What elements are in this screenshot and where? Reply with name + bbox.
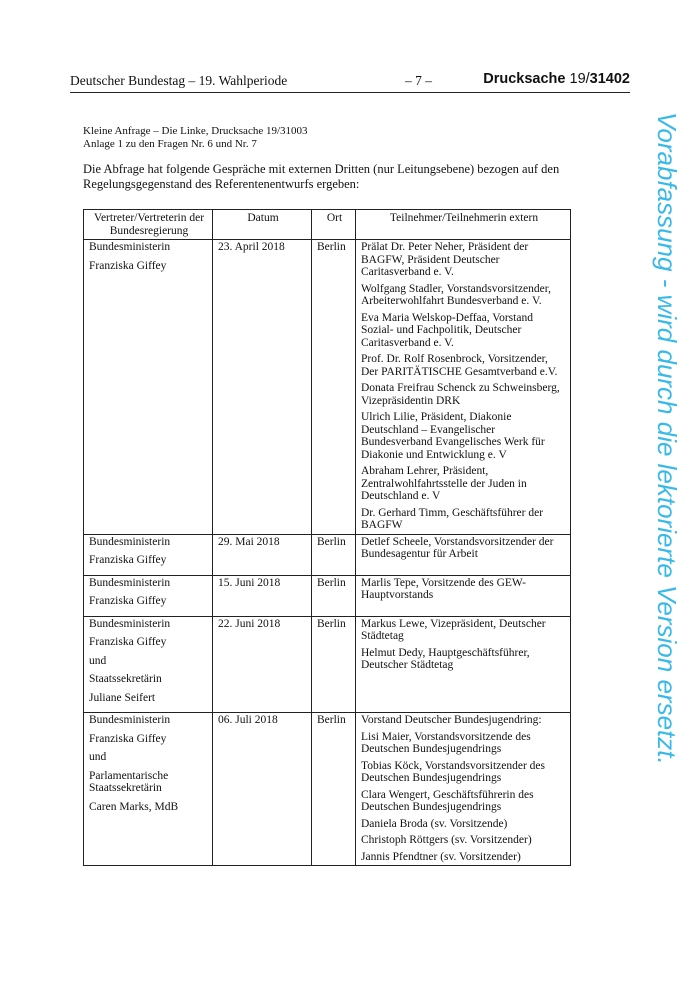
participant-entry: Vorstand Deutscher Bundesjugendring: [361,714,542,726]
document-number-id: 31402 [589,71,630,87]
representative-line: und [89,751,107,763]
watermark-text: Vorabfassung - wird durch die lektorierte Version ersetzt. [652,112,682,765]
representative-line: Bundesministerin [89,535,171,548]
column-header: Ort [312,210,356,240]
participant-entry: Jannis Pfendtner (sv. Vorsitzender) [361,850,521,863]
table-row [84,616,571,713]
representative-line: Caren Marks, MdB [89,800,179,813]
representative-line: Franziska Giffey [89,732,167,745]
draft-watermark [650,112,690,882]
government-representative-cell [84,616,213,713]
document-reference [83,125,308,151]
table-row [84,534,571,575]
participant-entry: Donata Freifrau Schenck zu Schweinsberg, Vizepräsidentin DRK [361,382,560,407]
participant-entry: Eva Maria Welskop-Deffaa, Vorstand Sozial- und Fachpolitik, Deutscher Caritasverband e. V. [361,311,533,349]
representative-line: Parlamentarische Staatssekretärin [89,769,169,794]
place-cell: Berlin [312,534,356,575]
intro-paragraph: Die Abfrage hat folgende Gespräche mit externen Dritten (nur Leitungsebene) bezogen auf den Regelungsgegenstand des Referentenentwurfs ergeben: [83,162,560,191]
participant-entry: Lisi Maier, Vorstandsvorsitzende des Deutschen Bundesjugendrings [361,730,531,755]
external-participants-cell [356,534,571,575]
table-header-row [84,210,571,240]
representative-line: Bundesministerin [89,576,171,589]
participant-entry: Ulrich Lilie, Präsident, Diakonie Deutschland – Evangelischer Bundesverband Evangelisches Werk für Diakonie und Entwicklung e. V [361,411,545,461]
participant-entry: Wolfgang Stadler, Vorstandsvorsitzender, Arbeiterwohlfahrt Bundesverband e. V. [361,282,551,307]
meetings-table [83,209,571,866]
document-number [483,71,630,87]
external-participants-cell [356,616,571,713]
table-row [84,713,571,866]
government-representative-cell [84,240,213,535]
place-cell: Berlin [312,616,356,713]
representative-line: Franziska Giffey [89,636,167,648]
participant-entry: Prälat Dr. Peter Neher, Präsident der BAGFW, Präsident Deutscher Caritasverband e. V. [361,241,529,278]
participant-entry: Daniela Broda (sv. Vorsitzende) [361,817,508,830]
table-row [84,240,571,535]
column-header: Vertreter/Vertreterin der Bundesregierung [84,210,213,240]
date-cell: 15. Juni 2018 [213,575,312,616]
date-cell: 29. Mai 2018 [213,534,312,575]
representative-line: Franziska Giffey [89,595,167,607]
document-label: Drucksache [483,71,570,87]
representative-line: Franziska Giffey [89,554,167,566]
government-representative-cell [84,534,213,575]
government-representative-cell [84,713,213,866]
external-participants-cell [356,713,571,866]
participant-entry: Marlis Tepe, Vorsitzende des GEW-Hauptvorstands [361,576,526,601]
representative-line: Bundesministerin [89,617,171,630]
place-cell: Berlin [312,240,356,535]
government-representative-cell [84,575,213,616]
representative-line: und [89,654,107,667]
participant-entry: Tobias Köck, Vorstandsvorsitzender des Deutschen Bundesjugendrings [361,759,546,784]
place-cell: Berlin [312,713,356,866]
participant-entry: Clara Wengert, Geschäftsführerin des Deutschen Bundesjugendrings [361,788,534,813]
representative-line: Staatssekretärin [89,673,162,685]
participant-entry: Christoph Röttgers (sv. Vorsitzender) [361,834,532,846]
representative-line: Bundesministerin [89,241,171,253]
participant-entry: Markus Lewe, Vizepräsident, Deutscher Städtetag [361,617,546,642]
participant-entry: Detlef Scheele, Vorstandsvorsitzender der Bundesagentur für Arbeit [361,535,554,560]
participant-entry: Abraham Lehrer, Präsident, Zentralwohlfahrtsstelle der Juden in Deutschland e. V [361,465,527,502]
representative-line: Juliane Seifert [89,691,156,704]
reference-line: Kleine Anfrage – Die Linke, Drucksache 19/31003 [83,125,308,137]
column-header: Datum [213,210,312,240]
date-cell: 06. Juli 2018 [213,713,312,866]
representative-line: Bundesministerin [89,714,171,726]
participant-entry: Dr. Gerhard Timm, Geschäftsführer der BAGFW [361,506,544,531]
participant-entry: Helmut Dedy, Hauptgeschäftsführer, Deutscher Städtetag [361,646,530,671]
page-number: – 7 – [405,73,432,88]
attachment-line: Anlage 1 zu den Fragen Nr. 6 und Nr. 7 [83,138,257,150]
date-cell: 22. Juni 2018 [213,616,312,713]
column-header: Teilnehmer/Teilnehmerin extern [356,210,571,240]
page-header [70,70,630,93]
table-row [84,575,571,616]
external-participants-cell [356,240,571,535]
place-cell: Berlin [312,575,356,616]
header-parliament: Deutscher Bundestag – 19. Wahlperiode [70,73,288,88]
participant-entry: Prof. Dr. Rolf Rosenbrock, Vorsitzender, Der PARITÄTISCHE Gesamtverband e.V. [361,353,558,378]
date-cell: 23. April 2018 [213,240,312,535]
document-number-period: 19/ [569,71,590,87]
external-participants-cell [356,575,571,616]
representative-line: Franziska Giffey [89,259,167,272]
